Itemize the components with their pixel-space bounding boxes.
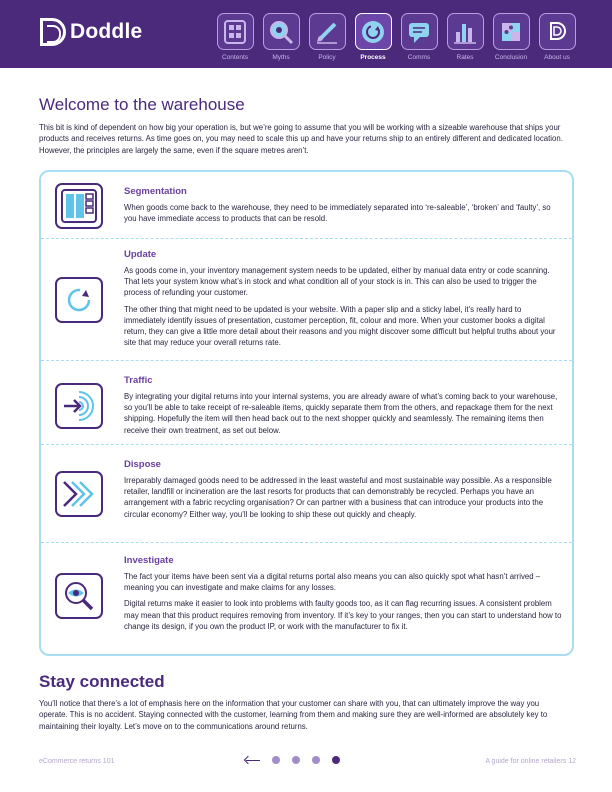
page-pager bbox=[244, 755, 340, 765]
bar-chart-icon bbox=[447, 13, 484, 50]
section-text: As goods come in, your inventory management system needs to be updated, either by manual data entry or code scanning. That lets your system know what’s in stock and what condition all of your stock is in. This can also be used to trigger the process of refunding your customer. bbox=[124, 266, 550, 298]
intro-paragraph: This bit is kind of dependent on how big your operation is, but we’re going to assume that you will be working with a sizeable warehouse that ships your products and receives returns. As time goes on, you may need to scale this up and have your returns ship to an entirely different and dedicated location. However, the principles are largely the same, even if the square metres aren’t. bbox=[39, 123, 563, 155]
magnifier-eye-icon bbox=[263, 13, 300, 50]
footer-doc-title: eCommerce returns 101 bbox=[39, 758, 115, 765]
section-title: Update bbox=[124, 249, 157, 260]
nav-label: Process bbox=[360, 54, 386, 61]
process-steps-panel bbox=[39, 170, 574, 656]
nav-item-contents[interactable] bbox=[216, 13, 254, 61]
nav-label: Conclusion bbox=[494, 54, 528, 61]
nav-label: Myths bbox=[272, 54, 290, 61]
nav-label: Comms bbox=[407, 54, 431, 61]
brand-name: Doddle bbox=[70, 20, 143, 43]
grid-icon bbox=[217, 13, 254, 50]
section-heading: Stay connected bbox=[39, 672, 165, 691]
pager-dot[interactable] bbox=[312, 756, 320, 764]
nav-item-comms[interactable] bbox=[400, 13, 438, 61]
nav-label: Contents bbox=[221, 54, 249, 61]
pager-dot[interactable] bbox=[292, 756, 300, 764]
section-text: The other thing that might need to be updated is your website. With a paper slip and a sticky label, it’s really hard to immediately identify issues of presentation, customer perception, fit, colour and more. When your customer books a digital return, they can give a little more detail about their reasons and you might discover some difficult but helpful truths about your site that may reduce your overall returns rate. bbox=[124, 304, 556, 348]
footer-page-label: A guide for online retailers 12 bbox=[485, 758, 576, 765]
nav-item-rates[interactable] bbox=[446, 13, 484, 61]
nav-item-conclusion[interactable] bbox=[492, 13, 530, 61]
doddle-logo-icon bbox=[40, 18, 66, 46]
section-title: Segmentation bbox=[124, 186, 187, 197]
section-investigate bbox=[41, 543, 572, 656]
header-bar bbox=[0, 0, 612, 68]
dispose-chevrons-icon bbox=[55, 471, 103, 517]
section-text: The fact your items have been sent via a digital returns portal also means you can also quickly spot what hasn’t arrived – meaning you can investigate and make claims for any losses. bbox=[124, 572, 541, 593]
nav-item-process[interactable] bbox=[354, 13, 392, 61]
nav-label: Rates bbox=[456, 54, 474, 61]
nav-item-policy[interactable] bbox=[308, 13, 346, 61]
refresh-icon bbox=[355, 13, 392, 50]
doddle-logo[interactable] bbox=[40, 18, 142, 46]
segmentation-icon bbox=[55, 183, 103, 229]
page-title: Welcome to the warehouse bbox=[39, 95, 245, 114]
outro-paragraph: You’ll notice that there’s a lot of emphasis here on the information that your customer can share with you, that can ultimately improve the way you operate. This is no accident. Staying connected with the customer, learning from them and making sure they are well-informed are absolutely key to maintaining their loyalty. Let’s move on to the communications around returns. bbox=[39, 699, 548, 731]
magnifier-eye-icon bbox=[55, 573, 103, 619]
section-title: Dispose bbox=[124, 459, 161, 470]
section-title: Traffic bbox=[124, 375, 153, 386]
section-update bbox=[41, 239, 572, 361]
traffic-arrow-icon bbox=[55, 383, 103, 429]
section-text: By integrating your digital returns into your internal systems, you are already aware of what’s coming back to your warehouse, so you’ll be able to take receipt of re-saleable items, quickly separate them from the others, and repackage them for the next shipping. Hopefully the item will then head back out to the next shopper quickly and seamlessly. The remaining items then receive their own treatment, as set out below. bbox=[124, 392, 558, 435]
speech-bubble-icon bbox=[401, 13, 438, 50]
doddle-logo-icon bbox=[539, 13, 576, 50]
nav-label: About us bbox=[544, 54, 570, 61]
section-segmentation bbox=[41, 172, 572, 239]
section-text: Digital returns make it easier to look into problems with faulty goods too, as it can flag recurring issues. A consistent problem may mean that this product requires removing from inventory. If it’s key to your ranges, then you can start to understand how to change its design, if you own the product IP, or work with the manufacturer to fix it. bbox=[124, 599, 562, 631]
pen-icon bbox=[309, 13, 346, 50]
section-text: When goods come back to the warehouse, they need to be immediately separated into ‘re-saleable’, ‘broken’ and ‘faulty’, so you have immediate access to products that can be resold. bbox=[124, 203, 551, 224]
refresh-icon bbox=[55, 277, 103, 323]
nav-item-myths[interactable] bbox=[262, 13, 300, 61]
nav-item-about-us[interactable] bbox=[538, 13, 576, 61]
back-arrow-icon[interactable] bbox=[244, 755, 260, 765]
top-nav bbox=[216, 13, 576, 61]
section-text: Irreparably damaged goods need to be addressed in the least wasteful and most sustainable way possible. As a responsible retailer, landfill or incineration are the last resorts for products that can demonstrably be recycled. Perhaps you have an arrangement with a fabric recycling organisation? Or can partner with a business that can introduce your products into the circular economy? Either way, you’ll be looking to ship these out quickly and cheaply. bbox=[124, 476, 552, 519]
puzzle-icon bbox=[493, 13, 530, 50]
section-traffic bbox=[41, 361, 572, 445]
pager-dot[interactable] bbox=[272, 756, 280, 764]
pager-dot-active[interactable] bbox=[332, 756, 340, 764]
section-dispose bbox=[41, 445, 572, 543]
nav-label: Policy bbox=[318, 54, 336, 61]
section-title: Investigate bbox=[124, 555, 174, 566]
